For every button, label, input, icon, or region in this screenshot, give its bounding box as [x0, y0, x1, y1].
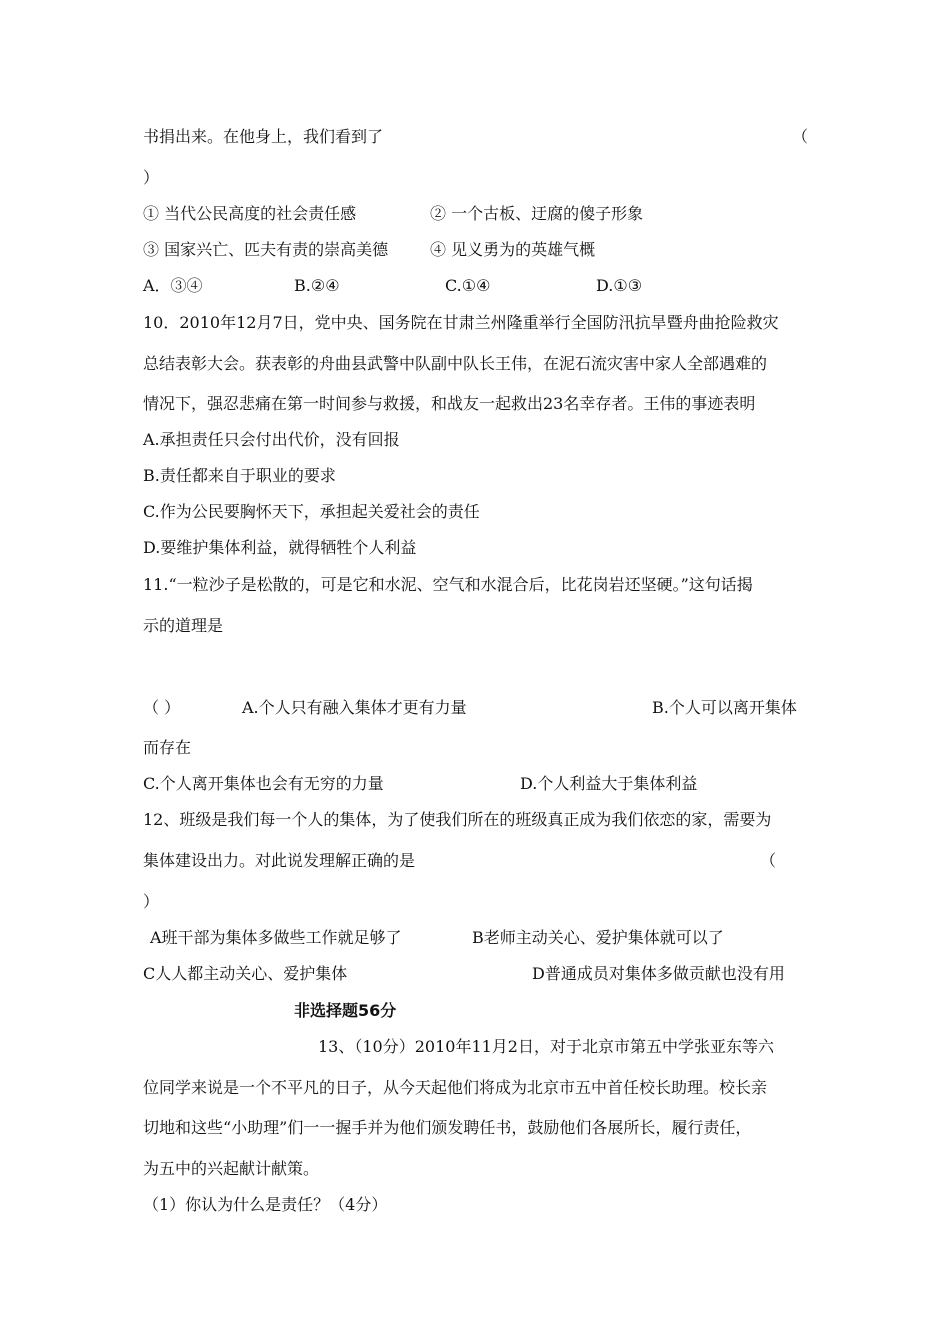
q9-option-d: D.①③ [596, 276, 643, 295]
q11-option-a: A.个人只有融入集体才更有力量 [242, 698, 467, 717]
q10-line-2: 总结表彰大会。获表彰的舟曲县武警中队副中队长王伟，在泥石流灾害中家人全部遇难的 [143, 354, 768, 373]
q12-option-a: A班干部为集体多做些工作就足够了 [150, 928, 402, 947]
q9-option-c: C.①④ [445, 276, 491, 295]
q12-option-c: C人人都主动关心、爱护集体 [143, 964, 348, 983]
q10-option-c: C.作为公民要胸怀天下，承担起关爱社会的责任 [143, 502, 480, 521]
q11-option-b: B.个人可以离开集体 [652, 698, 797, 717]
q10-option-d: D.要维护集体利益，就得牺牲个人利益 [143, 538, 417, 557]
q9-option-b: B.②④ [294, 276, 340, 295]
q9-paren-open: （ [792, 127, 809, 146]
q13-line-2: 位同学来说是一个不平凡的日子，从今天起他们将成为北京市五中首任校长助理。校长亲 [143, 1078, 768, 1097]
q11-option-d: D.个人利益大于集体利益 [520, 774, 698, 793]
q13-line-4: 为五中的兴起献计献策。 [143, 1159, 320, 1178]
q9-statement-2: ② 一个古板、迂腐的傻子形象 [430, 204, 644, 223]
q9-statement-3: ③ 国家兴亡、匹夫有责的崇高美德 [143, 240, 389, 259]
q13-sub-question-1: （1）你认为什么是责任？（4分） [143, 1195, 388, 1214]
q13-line-1: 13、（10分）2010年11月2日，对于北京市第五中学张亚东等六 [318, 1037, 774, 1056]
q11-option-b-cont: 而存在 [143, 738, 192, 757]
q12-option-d: D普通成员对集体多做贡献也没有用 [532, 964, 785, 983]
q11-line-1: 11.“一粒沙子是松散的，可是它和水泥、空气和水混合后，比花岗岩还坚硬。”这句话揭 [143, 575, 753, 594]
q10-line-3: 情况下，强忍悲痛在第一时间参与救援，和战友一起救出23名幸存者。王伟的事迹表明 [143, 394, 756, 413]
q11-line-2: 示的道理是 [143, 616, 224, 635]
q9-statement-1: ① 当代公民高度的社会责任感 [143, 204, 357, 223]
q9-statement-4: ④ 见义勇为的英雄气概 [430, 240, 596, 259]
q10-option-b: B.责任都来自于职业的要求 [143, 466, 336, 485]
section-title: 非选择题56分 [294, 1001, 397, 1020]
q12-paren-close: ） [143, 892, 160, 911]
q12-line-1: 12、班级是我们每一个人的集体，为了使我们所在的班级真正成为我们依恋的家，需要为 [143, 810, 772, 829]
q9-option-a: A．③④ [143, 276, 203, 295]
q10-line-1: 10．2010年12月7日，党中央、国务院在甘肃兰州隆重举行全国防汛抗旱暨舟曲抢险救灾 [143, 313, 779, 332]
q10-option-a: A.承担责任只会付出代价，没有回报 [143, 430, 400, 449]
q11-option-c: C.个人离开集体也会有无穷的力量 [143, 774, 384, 793]
q11-paren: （ ） [143, 698, 181, 717]
q13-line-3: 切地和这些“小助理”们一一握手并为他们颁发聘任书，鼓励他们各展所长，履行责任， [143, 1118, 752, 1137]
q9-paren-close: ） [143, 168, 160, 187]
q12-line-2: 集体建设出力。对此说发理解正确的是 [143, 851, 416, 870]
q9-stem-end: 书捐出来。在他身上，我们看到了 [143, 127, 384, 146]
q12-option-b: B老师主动关心、爱护集体就可以了 [472, 928, 724, 947]
q12-paren-open: （ [760, 851, 777, 870]
